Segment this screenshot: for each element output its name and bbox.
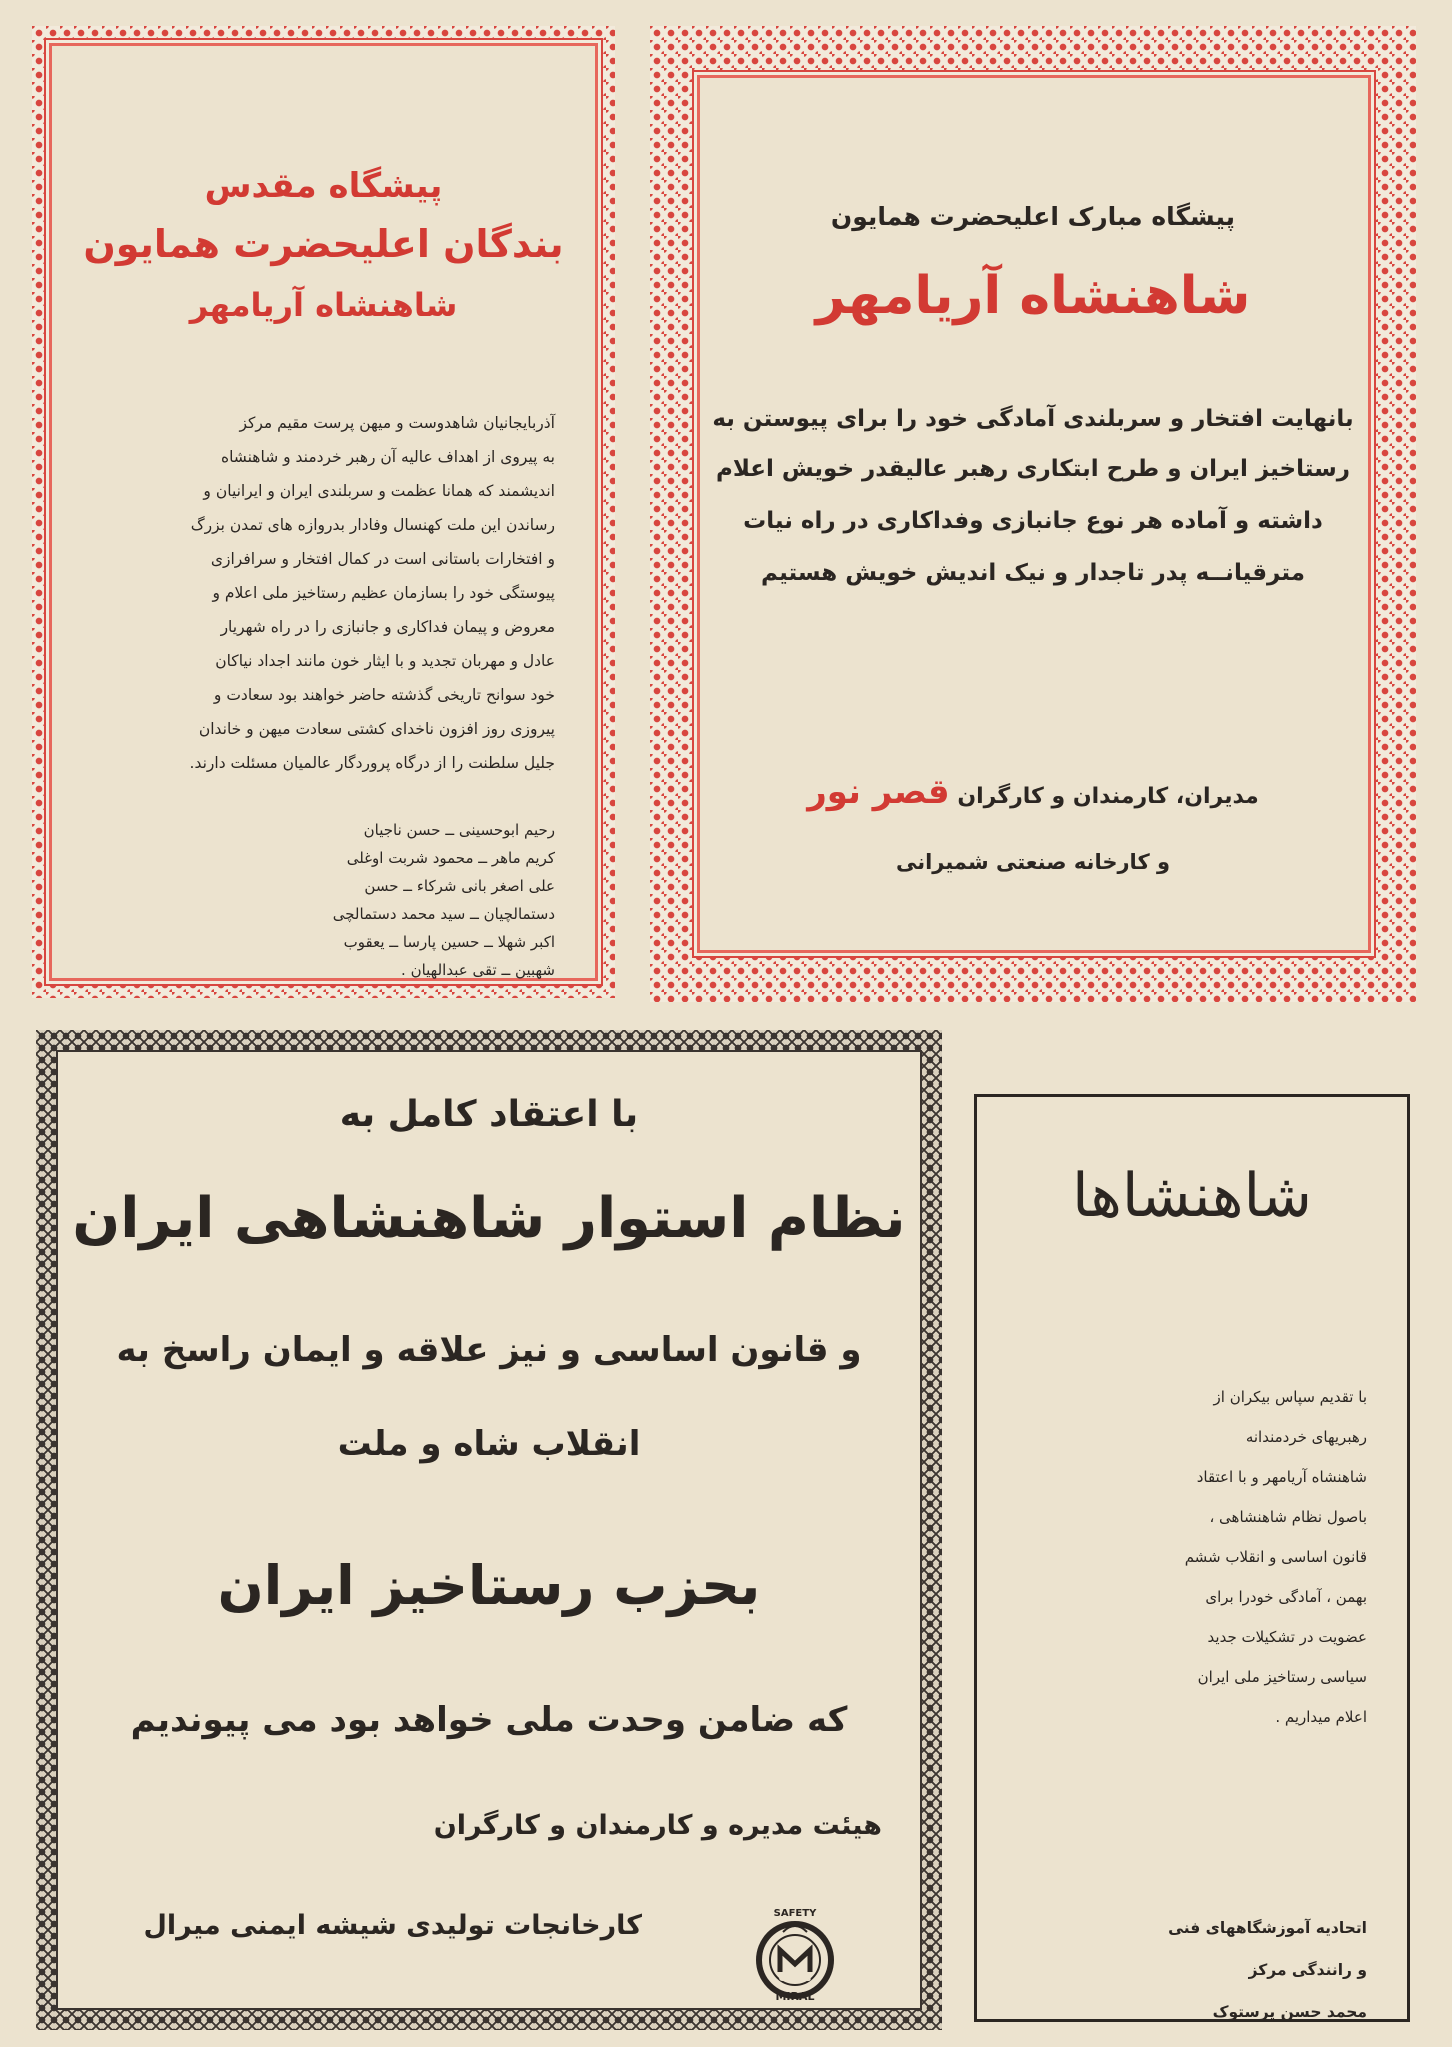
ad-bl-line-8: کارخانجات تولیدی شیشه ایمنی میرال: [143, 1910, 642, 1941]
ad-bl-line-6: که ضامن وحدت ملی خواهد بود می پیوندیم: [130, 1700, 848, 1740]
ad-left-body-line: رساندن این ملت کهنسال وفادار بدروازه های تمدن بزرگ: [190, 516, 555, 534]
ad-right-signature: [650, 772, 1416, 812]
ad-right-content: [650, 26, 1416, 1002]
ad-br-body-line: قانون اساسی و انقلاب ششم: [1184, 1548, 1367, 1566]
ad-br-body-line: عضویت در تشکیلات جدید: [1207, 1628, 1367, 1646]
ad-br-body-line: رهبریهای خردمندانه: [1245, 1428, 1367, 1446]
ad-left-name-line: اکبر شهلا ــ حسین پارسا ــ یعقوب: [343, 933, 555, 951]
ad-left-body-line: و افتخارات باستانی است در کمال افتخار و سرافرازی: [210, 550, 555, 568]
logo-text-top: SAFETY: [773, 1908, 817, 1919]
miral-logo: [755, 1910, 835, 2005]
ad-left-frame: [32, 26, 615, 998]
ad-left-body-line: عادل و مهربان تجدید و با ایثار خون مانند اجداد نیاکان: [215, 652, 555, 670]
logo-text-bottom: MIRAL: [775, 1990, 815, 2003]
ad-right-sign-line-2: و کارخانه صنعتی شمیرانی: [895, 850, 1171, 874]
logo-text-mid: GLASS: [778, 1974, 812, 1984]
ad-left-name-line: شهبین ــ تقی عبدالهیان .: [401, 961, 555, 979]
ad-left-body: [92, 406, 555, 780]
ad-br-signature-block: [1017, 1907, 1367, 2033]
ad-left-body-line: جلیل سلطنت را از درگاه پروردگار عالمیان مسئلت دارند.: [189, 754, 555, 772]
ad-bl-line-2: نظام استوار شاهنشاهی ایران: [72, 1186, 906, 1251]
ad-right-company-name: قصر نور: [807, 772, 950, 812]
ad-bottom-left-content: [36, 1030, 942, 2030]
ad-left-heading-2: بندگان اعلیحضرت همایون: [83, 222, 564, 266]
ad-bl-line-5: بحزب رستاخیز ایران: [217, 1554, 761, 1617]
ad-br-body-line: سیاسی رستاخیز ملی ایران: [1197, 1668, 1367, 1686]
ad-left-heading-1: پیشگاه مقدس: [204, 166, 443, 206]
ad-right-heading-2: شاهنشاه آریامهر: [815, 266, 1251, 326]
ad-left-body-line: خود سوانح تاریخی گذشته حاضر خواهند بود سعادت و: [213, 686, 555, 704]
ad-right-body-line: داشته و آماده هر نوع جانبازی وفداکاری در راه نیات: [743, 508, 1323, 534]
ad-bottom-right-frame: [974, 1094, 1410, 2022]
ad-right-body-line: رستاخیز ایران و طرح ابتکاری رهبر عالیقدر خویش اعلام: [715, 456, 1351, 482]
ad-br-body-line: با تقدیم سپاس بیکران از: [1213, 1388, 1367, 1406]
ad-br-body-line: شاهنشاه آریامهر و با اعتقاد: [1196, 1468, 1367, 1486]
ad-br-body-line: باصول نظام شاهنشاهی ،: [1209, 1508, 1367, 1526]
ad-bl-line-3: و قانون اساسی و نیز علاقه و ایمان راسخ به: [116, 1330, 862, 1370]
ad-br-sign-line: اتحادیه آموزشگاههای فنی: [1168, 1919, 1367, 1937]
ad-left-content: [32, 26, 615, 998]
ad-left-heading-3: شاهنشاه آریامهر: [189, 286, 458, 324]
ad-br-body: [1017, 1377, 1367, 1737]
ad-right-body-line: مترقیانــه پدر تاجدار و نیک اندیش خویش هستیم: [761, 560, 1305, 586]
ad-left-body-line: معروض و پیمان فداکاری و جانبازی را در راه شهریار: [220, 618, 555, 636]
ad-right-sign-prefix: مدیران، کارمندان و کارگران: [957, 784, 1259, 809]
ad-bl-line-4: انقلاب شاه و ملت: [337, 1424, 641, 1464]
ad-bl-line-7: هیئت مدیره و کارمندان و کارگران: [433, 1810, 882, 1841]
ad-left-body-line: پیروزی روز افزون ناخدای کشتی سعادت میهن و خاندان: [198, 720, 555, 738]
ad-left-signatories: [255, 816, 555, 984]
ad-left-body-line: پیوستگی خود را بسازمان عظیم رستاخیز ملی اعلام و: [212, 584, 555, 602]
ad-left-body-line: آذربایجانیان شاهدوست و میهن پرست مقیم مرکز: [239, 414, 555, 432]
ad-left-body-line: اندیشمند که همانا عظمت و سربلندی ایران و ایرانیان و: [203, 482, 555, 500]
ad-br-sign-line: محمد حسن پرستوک: [1212, 2003, 1367, 2021]
ad-br-body-line: بهمن ، آمادگی خودرا برای: [1205, 1588, 1367, 1606]
ad-left-name-line: کریم ماهر ــ محمود شربت اوغلی: [346, 849, 555, 867]
ad-br-body-line: اعلام میداریم .: [1275, 1708, 1367, 1726]
ad-left-name-line: دستمالچیان ــ سید محمد دستمالچی: [332, 905, 555, 923]
ad-right-body-line: بانهایت افتخار و سربلندی آمادگی خود را برای پیوستن به: [712, 406, 1354, 432]
ad-left-name-line: علی اصغر بانی شرکاء ــ حسن: [364, 877, 555, 895]
ad-br-heading: شاهنشاها: [1071, 1161, 1313, 1231]
ad-right-frame: [650, 26, 1416, 1002]
ad-bottom-left-frame: [36, 1030, 942, 2030]
ad-bl-line-1: با اعتقاد کامل به: [339, 1094, 639, 1135]
ad-right-heading-1: پیشگاه مبارک اعلیحضرت همایون: [830, 202, 1236, 231]
ad-left-name-line: رحیم ابوحسینی ــ حسن ناجیان: [363, 821, 555, 839]
ad-br-sign-line: و رانندگی مرکز: [1248, 1961, 1367, 1979]
ad-left-body-line: به پیروی از اهداف عالیه آن رهبر خردمند و شاهنشاه: [220, 448, 555, 466]
